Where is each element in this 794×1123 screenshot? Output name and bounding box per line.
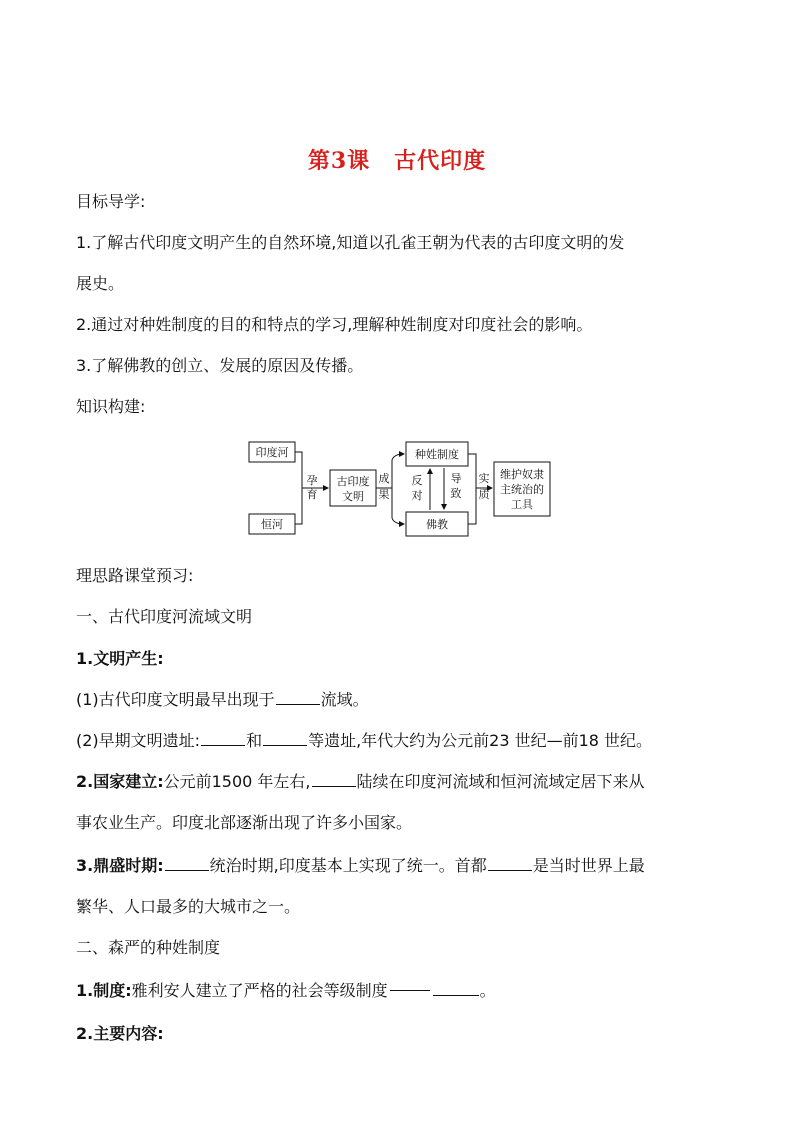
result-label-1: 成 (378, 472, 390, 485)
knowledge-diagram (244, 436, 554, 540)
goal-item-2: 2.通过对种姓制度的目的和特点的学习,理解种姓制度对印度社会的影响。 (76, 315, 593, 334)
item-1-3-mid: 统治时期,印度基本上实现了统一。首都 (209, 856, 487, 875)
tool-label-3: 工具 (511, 498, 533, 511)
item-1-3-post: 是当时世界上最 (532, 856, 645, 875)
section-2-heading: 二、森严的种姓制度 (76, 938, 221, 957)
goal-item-1-line-2: 展史。 (76, 274, 125, 293)
knowledge-heading: 知识构建: (76, 397, 146, 416)
answer-blank[interactable] (488, 856, 532, 871)
item-1-2-line-2: 事农业生产。印度北部逐渐出现了许多小国家。 (76, 813, 413, 832)
item-1-3-label: 3.鼎盛时期: (76, 856, 164, 875)
tool-label-1: 维护奴隶 (500, 468, 544, 481)
lead-label-2: 致 (450, 487, 462, 500)
essence-label-2: 质 (478, 488, 490, 501)
item-2-2-label: 2.主要内容: (76, 1024, 164, 1043)
preview-heading: 理思路课堂预习: (76, 566, 194, 585)
item-2-1-end: 。 (479, 981, 496, 1000)
section-1-heading: 一、古代印度河流域文明 (76, 607, 253, 626)
answer-blank[interactable] (312, 772, 356, 787)
item-1-2-label: 2.国家建立: (76, 772, 164, 791)
item-1-1b-post: 等遗址,年代大约为公元前23 世纪—前18 世纪。 (308, 731, 653, 750)
item-1-1b-mid: 和 (246, 731, 263, 750)
item-1-2-post: 陆续在印度河流域和恒河流域定居下来从 (356, 772, 645, 791)
result-label-2: 果 (378, 488, 390, 501)
em-dash (390, 990, 430, 991)
item-1-1-label (76, 649, 736, 669)
item-1-3 (76, 856, 736, 876)
item-1-3-line-2: 繁华、人口最多的大城市之一。 (76, 897, 301, 916)
buddhism-label: 佛教 (426, 518, 448, 531)
item-1-1a (76, 690, 736, 710)
goal-item-1-line-1: 1.了解古代印度文明产生的自然环境,知道以孔雀王朝为代表的古印度文明的发 (76, 233, 625, 252)
answer-blank[interactable] (201, 731, 245, 746)
civilization-label-2: 文明 (342, 490, 364, 503)
lesson-name: 古代印度 (394, 148, 487, 174)
goals-heading: 目标导学: (76, 192, 146, 211)
item-1-2-pre: 公元前1500 年左右, (163, 772, 311, 791)
answer-blank[interactable] (276, 690, 320, 705)
to-buddhism-arrow (392, 518, 404, 524)
lesson-number: 第3课 (307, 148, 371, 174)
answer-blank[interactable] (165, 856, 209, 871)
lead-label-1: 导 (450, 472, 462, 485)
river-ganges-label: 恒河 (261, 518, 283, 531)
oppose-label-1: 反 (411, 474, 423, 487)
item-1-1b (76, 731, 736, 751)
item-1-1-label-text: 1.文明产生: (76, 649, 164, 668)
civilization-label-1: 古印度 (336, 475, 370, 488)
rivers-bracket (295, 452, 302, 524)
item-1-2 (76, 772, 736, 792)
river-indus-label: 印度河 (255, 446, 289, 459)
page-title (0, 144, 794, 175)
goal-item-3: 3.了解佛教的创立、发展的原因及传播。 (76, 356, 364, 375)
item-2-2 (76, 1024, 736, 1044)
nurture-label-1: 孕 (306, 474, 318, 487)
answer-blank[interactable] (263, 731, 307, 746)
to-caste-arrow (392, 454, 404, 460)
oppose-label-2: 对 (411, 489, 423, 502)
nurture-label-2: 育 (306, 488, 318, 501)
essence-label-1: 实 (478, 472, 490, 485)
item-1-1b-pre: (2)早期文明遗址: (76, 731, 201, 750)
item-2-1 (76, 981, 736, 1001)
answer-blank[interactable] (433, 981, 479, 996)
tool-label-2: 主统治的 (500, 483, 544, 496)
caste-label: 种姓制度 (415, 448, 459, 461)
item-1-1a-pre: (1)古代印度文明最早出现于 (76, 690, 275, 709)
item-2-1-label: 1.制度: (76, 981, 132, 1000)
item-2-1-text: 雅利安人建立了严格的社会等级制度 (131, 981, 388, 1000)
right-bracket (468, 454, 476, 524)
item-1-1a-post: 流域。 (320, 690, 369, 709)
